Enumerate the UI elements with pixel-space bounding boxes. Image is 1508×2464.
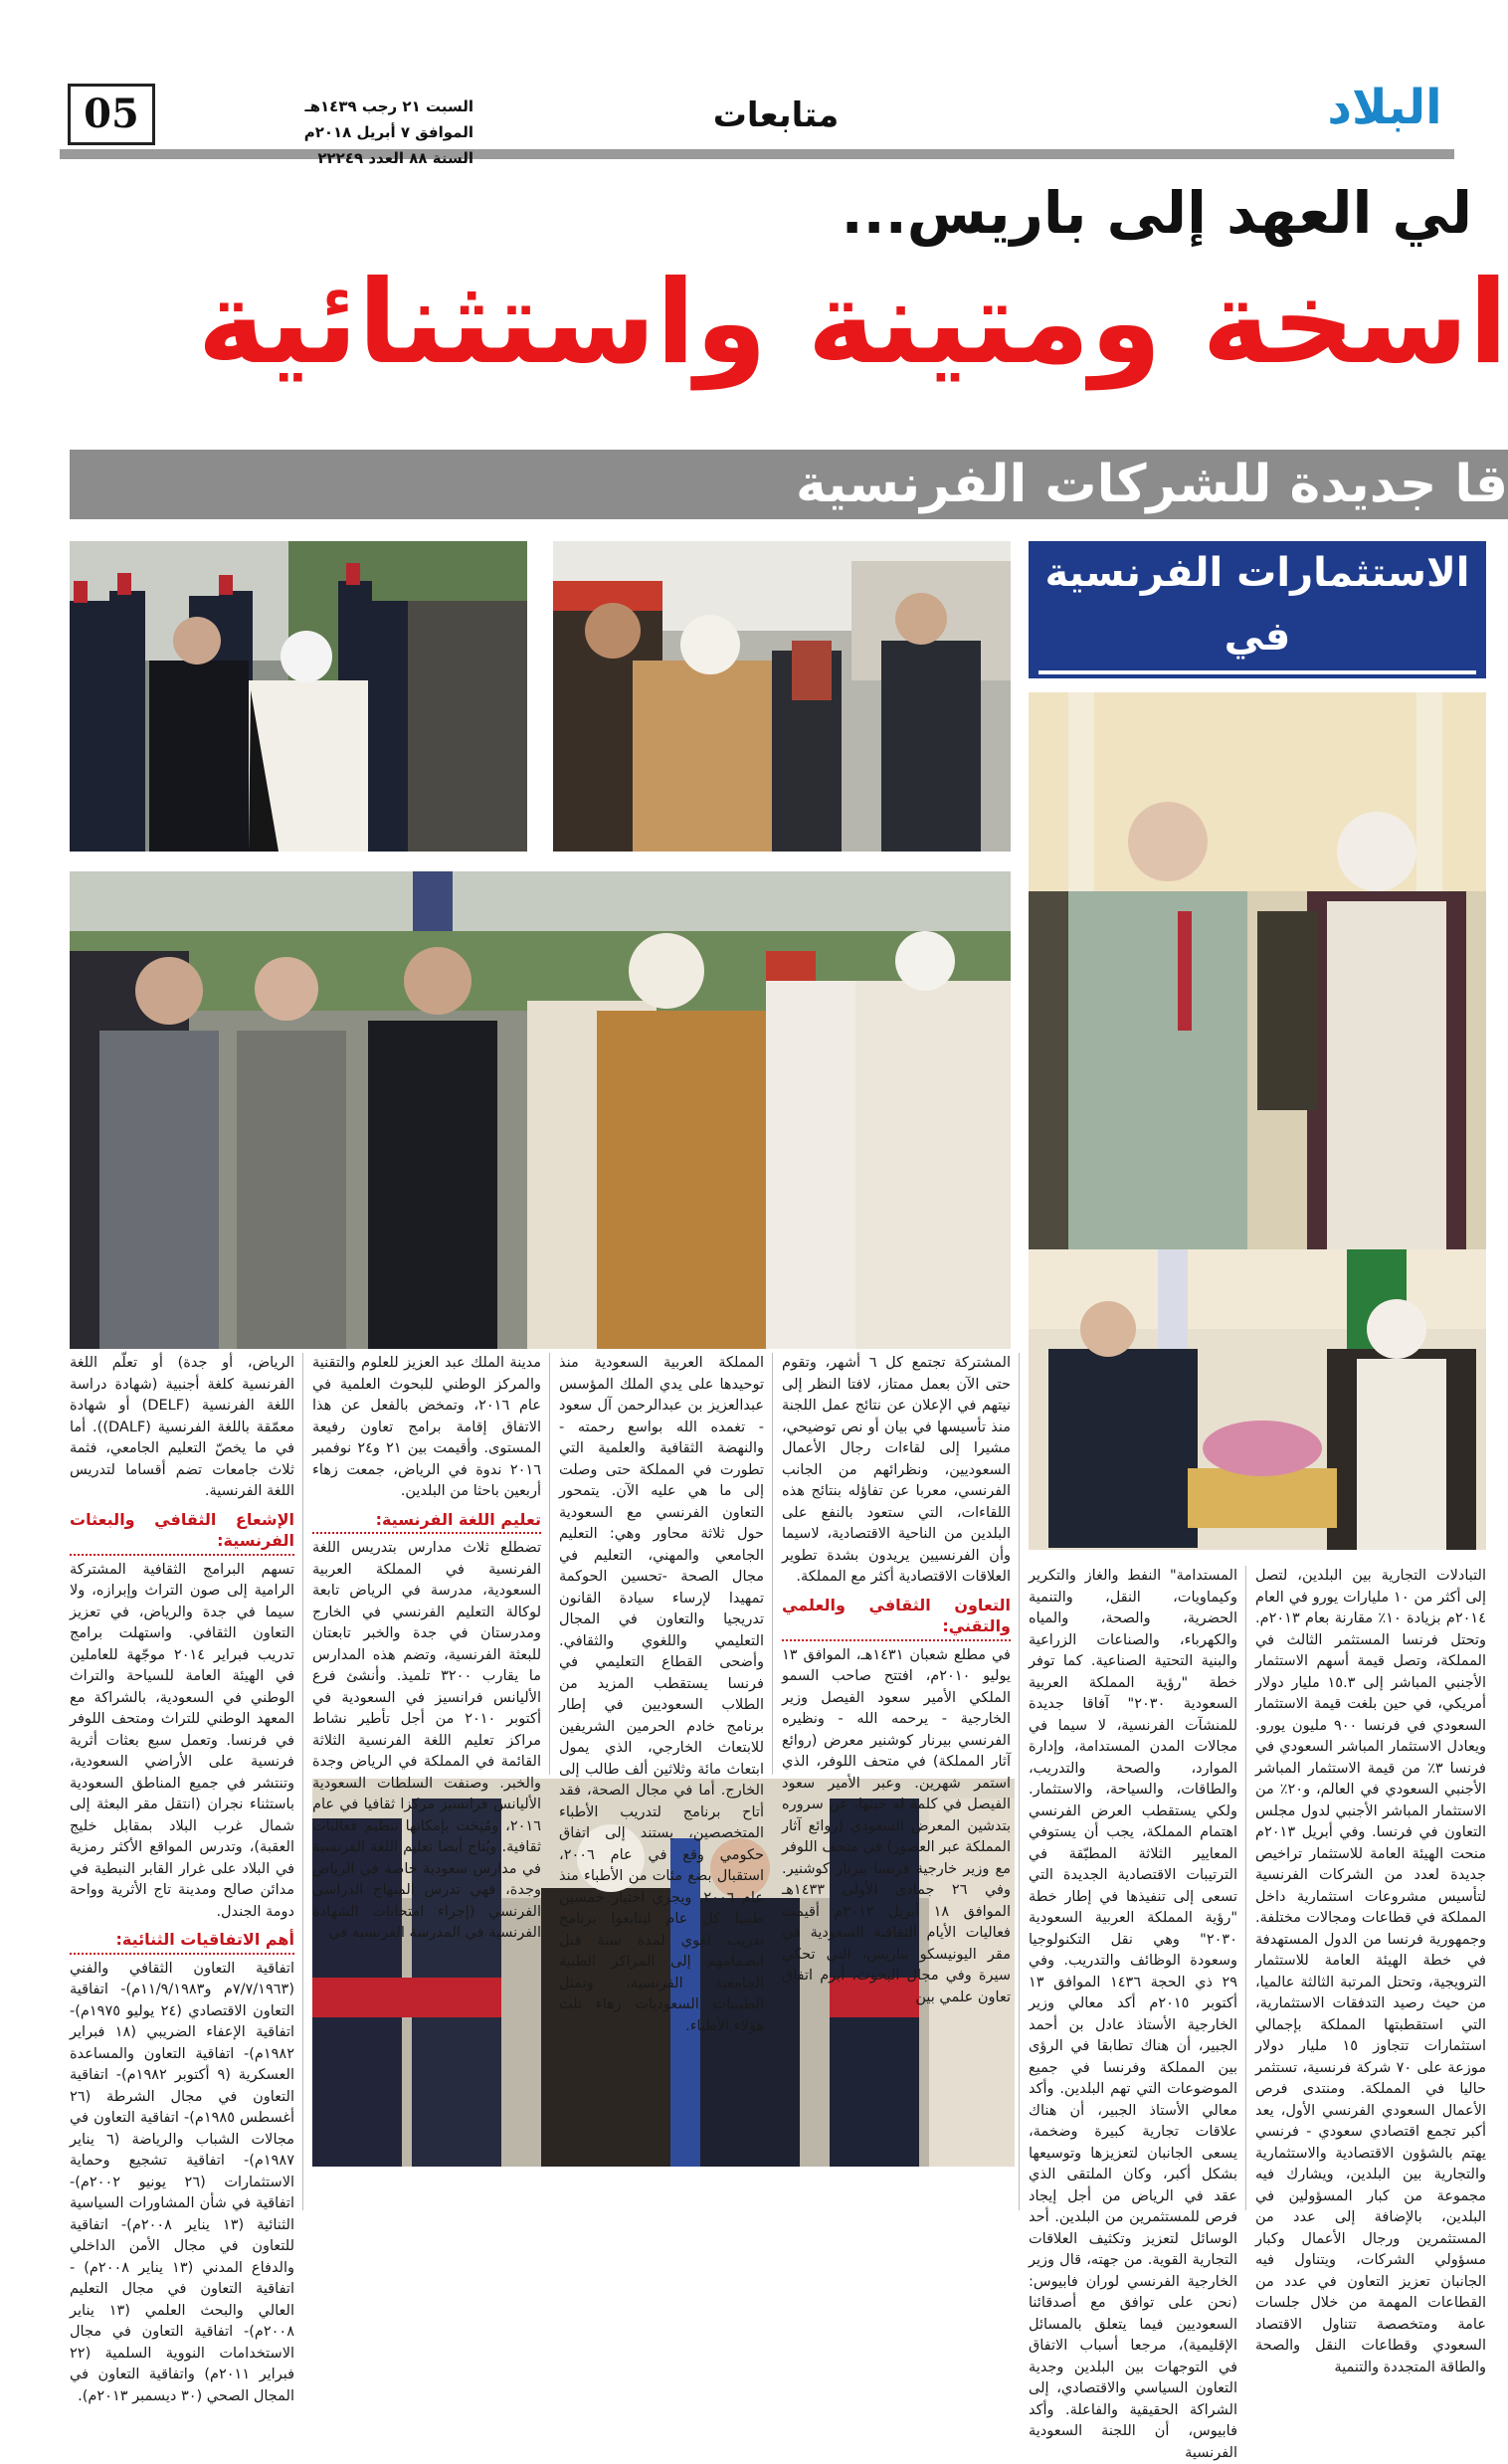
callout-line-1: الاستثمارات الفرنسية في xyxy=(1044,550,1470,660)
photo-hollande-meeting xyxy=(1029,1249,1486,1550)
issue-date-gregorian: الموافق ٧ أبريل ٢٠١٨م السنة ٨٨ العدد ٢٢٢٤٩ xyxy=(303,123,473,167)
photo-salman-sarkozy-lagarde xyxy=(70,871,1011,1349)
column-divider xyxy=(549,1353,550,1775)
subhead-bilateral-agreements: أهم الاتفاقيات الثنائية: xyxy=(70,1929,294,1955)
article-column-6 xyxy=(1255,1566,1487,2375)
column-1-body: في مطلع شعبان ١٤٣١هـ، الموافق ١٣ يوليو ٢٠١٠م، افتتح صاحب السمو الملكي الأمير سعود الفيصل وزير الخارجية - يرحمه الله - ونظيره الفرنسي بيرنار كوشنير معرض (روائع آثار المملكة) في متحف اللوفر، الذي استمر شهرين. وعبر الأمير سعود الفيصل في كلمة له حينها، عن سروره بتدشين المعرض السعودي (روائع آثار المملكة عبر العصور) في متحف اللوفر مع وزير خارجية فرنسا بيرنار كوشنير. وفي ٢٦ جمادى الأولى ١٤٣٣هـ الموافق ١٨ أبريل ٢٠١٢م أقيمت فعاليات الأيام الثقافية السعودية في مقر اليونيسكو بباريس، التي تحكي سيرة وفي مجال البحوث، أبرم اتفاق تعاون علمي بين xyxy=(782,1646,1011,2005)
deck-headline: قا جديدة للشركات الفرنسية xyxy=(795,455,1508,514)
subhead-cultural-cooperation: التعاون الثقافي والعلمي والتقني: xyxy=(782,1595,1011,1641)
article-column-5 xyxy=(1029,1566,1238,2461)
issue-date-hijri: السبت ٢١ رجب ١٤٣٩هـ xyxy=(304,97,473,115)
column-3-body: تضطلع ثلاث مدارس بتدريس اللغة الفرنسية في المملكة العربية السعودية، مدرسة في الرياض تابعة لوكالة التعليم الفرنسي في الخارج ومدرستان في جدة والخبر تابعتان للبعثة الفرنسية، وتضم هذه المدارس ما يقارب ٣٢٠٠ تلميذ. وأنشئ فرع الأليانس فرانسيز في السعودية في أكتوبر ٢٠١٠ من أجل تأطير نشاط مراكز تعليم اللغة الفرنسية الثلاثة القائمة في المملكة في الرياض وجدة والخبر. وصنفت السلطات السعودية الأليانس فرانسيز مركزا ثقافيا في عام ٢٠١٦، ومُنِحَت بإمكانها تنظيم فعاليات ثقافية. ويُتاح أيضا تعليم اللغة الفرنسية في مدارس سعودية خاصة في الرياض وجدة، فهي تدرس المنهاج الدراسي الفرنسي (إجراء امتحانات الشهادة الفرنسية في المدرسة الفرنسية في xyxy=(312,1540,541,1941)
column-4-body: تسهم البرامج الثقافية المشتركة الرامية إلى صون التراث وإبرازه، ولا سيما في جدة والرياض، في تعزيز التعاون الثقافي. واستهلت برامج تدريب فبراير ٢٠١٤ موجّهة للعاملين في الهيئة العامة للسياحة والتراث الوطني في السعودية، بالشراكة مع المعهد الوطني للتراث ومتحف اللوفر في فرنسا. وتعمل سبع بعثات أثرية فرنسية على الأراضي السعودية، وتنتشر في جميع المناطق السعودية باستثناء نجران (انتقل مقر البعثة إلى شمال غرب البلاد بمقابل خليج العقبة)، وتدرس المواقع الأكثر رمزية في البلاد على غرار القابر النبطية في مدائن صالح ومدينة تاج الأثرية وواحة دومة الجندل. xyxy=(70,1561,294,1920)
column-1-intro: المشتركة تجتمع كل ٦ أشهر، وتقوم حتى الآن بعمل ممتاز، لافتا النظر إلى نيتهم في الإعلان عن نتائج عمل اللجنة منذ تأسيسها في بيان أو نص توضيحي، مشيرا إلى لقاءات رجال الأعمال السعوديين، ونظرائهم من الجانب الفرنسي، معربا عن تفاؤله بنتائج هذه اللقاءات، التي ستعود بالنفع على البلدين من الناحية الاقتصادية، لاسيما وأن الفرنسيين يريدون بشدة تطوير العلاقات الاقتصادية أكثر مع المملكة. xyxy=(782,1355,1011,1585)
photo-honor-guard-sarkozy xyxy=(70,541,527,852)
column-divider xyxy=(302,1353,303,2210)
page-number: 05 xyxy=(68,84,155,145)
column-divider xyxy=(1019,1353,1020,2210)
photo-chirac-salman xyxy=(1029,692,1486,1249)
column-6-text: التبادلات التجارية بين البلدين، لتصل إلى أكثر من ١٠ مليارات يورو في العام ٢٠١٤م بزيادة ١٠٪ مقارنة بعام ٢٠١٣م. وتحتل فرنسا المستثمر الثالث في المملكة، وتصل قيمة أسهم الاستثمار الأجنبي المباشر إلى ١٥.٣ مليار دولار أمريكي، في حين بلغت قيمة الاستثمار السعودي في فرنسا ٩٠٠ مليون يورو. ويعادل الاستثمار المباشر السعودي في فرنسا ٣٪ من قيمة الاستثمار المباشر الأجنبي السعودي في العالم، و٢٠٪ من الاستثمار المباشر الأجنبي لدول مجلس التعاون في فرنسا. وفي أبريل ٢٠١٣م منحت الهيئة العامة للاستثمار تراخيص جديدة لعدد من الشركات الفرنسية لتأسيس مشروعات استثمارية داخل المملكة في قطاعات ومجالات مختلفة. وجمهورية فرنسا من الدول المستهدفة في خطة الهيئة العامة للاستثمار الترويجية، وتحتل المرتبة الثالثة عالميا، من حيث رصيد التدفقات الاستثمارية، التي استقطبتها المملكة بإجمالي استثمارات تتجاوز ١٥ مليار دولار موزعة على ٧٠ شركة فرنسية، تستثمر حاليا في المملكة. ومنتدى فرص الأعمال السعودي الفرنسي الأول، يعد أكبر تجمع اقتصادي سعودي - فرنسي يهتم بالشؤون الاقتصادية والاستثمارية والتجارية بين البلدين، ويشارك فيه مجموعة من كبار المسؤولين في البلدين، بالإضافة إلى عدد من المستثمرين ورجال الأعمال وكبار مسؤولي الشركات، ويتناول فيه الجانبان تعزيز التعاون في عدد من القطاعات المهمة من خلال جلسات عامة ومتخصصة تتناول الاقتصاد السعودي وقطاعات النقل والصحة والطاقة المتجددة والتنمية xyxy=(1255,1568,1487,2375)
column-4-agreements: اتفاقية التعاون الثقافي والفني (٧/٧/١٩٦٣م و١١/٩/١٩٨٣م)- اتفاقية التعاون الاقتصادي (٢٤ يوليو ١٩٧٥م)- اتفاقية الإعفاء الضريبي (١٨ فبراير ١٩٨٢م)- اتفاقية التعاون والمساعدة العسكرية (٩ أكتوبر ١٩٨٢م)- اتفاقية التعاون في مجال الشرطة (٢٦ أغسطس ١٩٨٥م)- اتفاقية التعاون في مجالات الشباب والرياضة (٦ يناير ١٩٨٧م)- اتفاقية تشجيع وحماية الاستثمارات (٢٦ يونيو ٢٠٠٢م)- اتفاقية في شأن المشاورات السياسية الثنائية (١٣ يناير ٢٠٠٨م)- اتفاقية للتعاون في مجال الأمن الداخلي والدفاع المدني (١٣ يناير ٢٠٠٨م) - اتفاقية التعاون في مجال التعليم العالي والبحث العلمي (١٣ يناير ٢٠٠٨م)- اتفاقية التعاون في مجال الاستخدامات النووية السلمية (٢٢ فبراير ٢٠١١م) واتفاقية التعاون في المجال الصحي (٣٠ ديسمبر ٢٠١٣م). xyxy=(70,1960,295,2404)
column-2-text: المملكة العربية السعودية منذ توحيدها على يدي الملك المؤسس عبدالعزيز بن عبدالرحمن آل سعود - تغمده الله بواسع رحمته - والنهضة الثقافية والعلمية التي تطورت في المملكة حتى وصلت إلى ما هي عليه الآن. يتمحور التعاون الفرنسي مع السعودية حول ثلاثة محاور وهي: التعليم الجامعي والمهني، التعليم في مجال الصحة -تحسين الحوكمة تمهيدا لإرساء سيادة القانون تدريجيا والتعاون في المجال التعليمي واللغوي والثقافي. وأضحى القطاع التعليمي في فرنسا يستقطب المزيد من الطلاب السعوديين في إطار برنامج خادم الحرمين الشريفين للابتعاث الخارجي، الذي يمول ابتعاث مائة وثلاثين ألف طالب إلى الخارج. أما في مجال الصحة، فقد أتاح برنامج لتدريب الأطباء المتخصصين، يستند إلى اتفاق حكومي وقع في عام ٢٠٠٦، استقبال بضع مئات من الأطباء منذ عام ٢٠٠٦. ويجري اختيار خمسين طبيبا كل عام ليتابعوا برنامج تدريب لغوي لمدة سنة قبل انضمامهم إلى المراكز الطبية الجامعية الفرنسية، وتمثل الطبيبات السعوديات زهاء ثلث هؤلاء الأطباء. xyxy=(559,1355,764,2034)
issue-date xyxy=(275,94,473,171)
subhead-cultural-missions: الإشعاع الثقافي والبعثات الفرنسية: xyxy=(70,1509,294,1556)
callout-divider xyxy=(1038,670,1476,674)
column-divider xyxy=(1245,1566,1246,2210)
newspaper-logo: البلاد xyxy=(1327,80,1442,135)
article-column-3 xyxy=(312,1353,541,1941)
column-divider xyxy=(772,1353,773,1775)
main-headline: اسخة ومتينة واستثنائية xyxy=(197,256,1508,390)
headline-kicker: لي العهد إلى باريس... xyxy=(841,179,1472,247)
column-3-intro: مدينة الملك عبد العزيز للعلوم والتقنية والمركز الوطني للبحوث العلمية في عام ٢٠١٦، وتمخض بالفعل عن هذا الاتفاق إقامة برامج تعاون رفيعة المستوى. وأقيمت بين ٢١ و٢٤ نوفمبر ٢٠١٦ ندوة في الرياض، جمعت زهاء أربعين باحثا من البلدين. xyxy=(312,1355,541,1499)
section-title: متابعات xyxy=(712,95,840,135)
article-column-1 xyxy=(782,1353,1011,2005)
article-column-2 xyxy=(559,1353,764,2034)
subhead-french-language: تعليم اللغة الفرنسية: xyxy=(312,1509,541,1535)
column-5-text: المستدامة" النفط والغاز والتكرير وكيماويات، النقل، والتنمية الحضرية، والصحة، والمياه والكهرباء، والصناعات الزراعية والبنية التحتية الصناعية. كما توفر خطة "رؤية المملكة العربية السعودية ٢٠٣٠" آفاقا جديدة للمنشآت الفرنسية، لا سيما في مجالات المدن المستدامة، وإدارة الموارد، والصحة والتدريب، والطاقات، والسياحة، والاستثمار. ولكي يستقطب العرض الفرنسي اهتمام المملكة، يجب أن يستوفي المعايير الثلاثة المطبّقة في الترتيبات الاقتصادية الجديدة التي تسعى إلى تنفيذها في إطار خطة "رؤية المملكة العربية السعودية ٢٠٣٠" وهي نقل التكنولوجيا وسعودة الوظائف والتدريب. وفي ٢٩ ذي الحجة ١٤٣٦ الموافق ١٣ أكتوبر ٢٠١٥م أكد معالي وزير الخارجية الأستاذ عادل بن أحمد الجبير، أن هناك تطابقا في الرؤى بين المملكة وفرنسا في جميع الموضوعات التي تهم البلدين. وأكد معالي الأستاذ الجبير، أن هناك علاقات تجارية كبيرة وضخمة، يسعى الجانبان لتعزيزها وتوسيعها بشكل أكبر، وكان الملتقى الذي عقد في الرياض من أجل إيجاد فرص للمستثمرين من البلدين. أحد الوسائل لتعزيز وتكثيف العلاقات التجارية القوية. من جهته، قال وزير الخارجية الفرنسي لوران فابيوس: (نحن على توافق مع أصدقائنا السعوديين فيما يتعلق بالمسائل الإقليمية)، مرجعا أسباب الاتفاق في التوجهات بين البلدين وجدية التعاون السياسي والاقتصادي، إلى الشراكة الحقيقية والفاعلة. وأكد فابيوس، أن اللجنة السعودية الفرنسية xyxy=(1029,1568,1238,2461)
article-column-4 xyxy=(70,1353,295,2404)
photo-chirac-greeting xyxy=(553,541,1011,852)
header-rule xyxy=(60,149,1454,159)
investment-callout xyxy=(1029,541,1486,678)
column-4-intro: الرياض، أو جدة) أو تعلّم اللغة الفرنسية كلغة أجنبية (شهادة دراسة اللغة الفرنسية (DELF) أو شهادة معمّقة باللغة الفرنسية (DALF)). أما في ما يخصّ التعليم الجامعي، فثمة ثلاث جامعات تضم أقساما لتدريس اللغة الفرنسية. xyxy=(70,1355,294,1499)
